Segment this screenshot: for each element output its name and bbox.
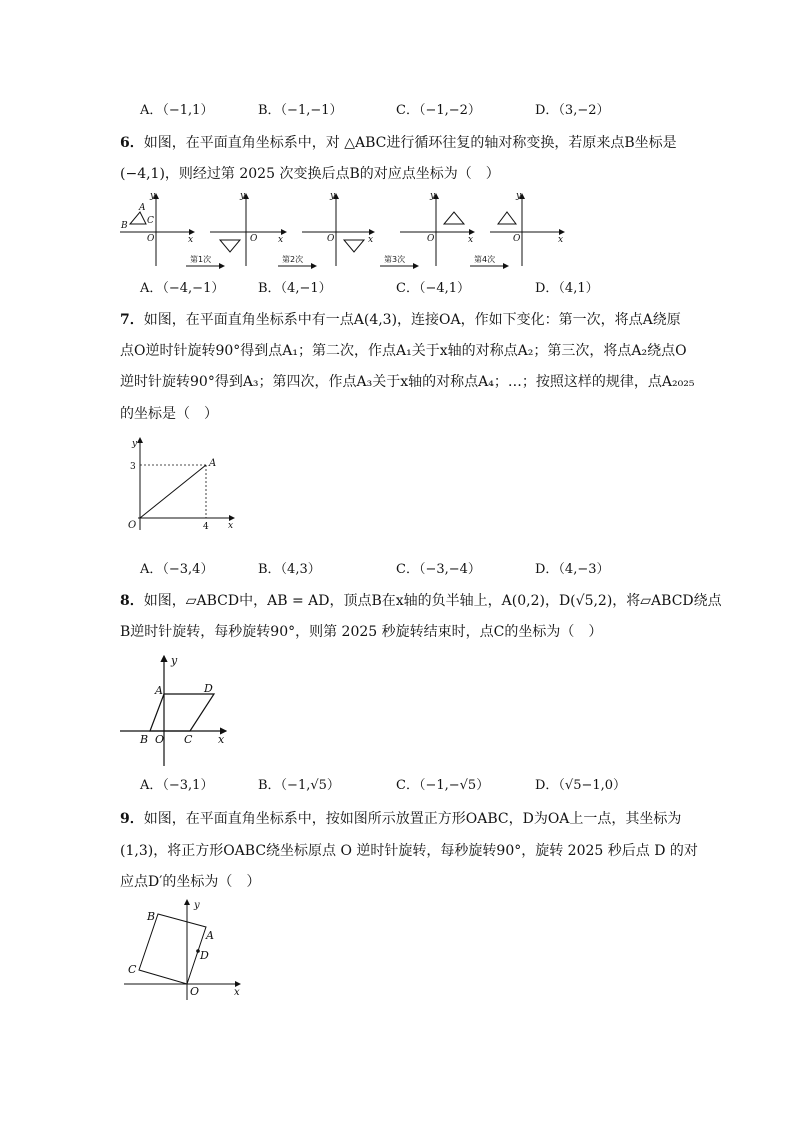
q9-text1: 如图，在平面直角坐标系中，按如图所示放置正方形OABC，D为OA上一点，其坐标为	[143, 811, 682, 827]
q6-label-y: y	[150, 191, 156, 201]
q8-text1: 如图，▱ABCD中，AB = AD，顶点B在x轴的负半轴上，A(0,2)，D(√5,2)，将▱ABCD绕点	[143, 593, 722, 609]
q6-step-4: 第4次	[474, 255, 496, 264]
q7-text1: 如图，在平面直角坐标系中有一点A(4,3)，连接OA，作如下变化：第一次，将点A绕原	[143, 312, 681, 328]
svg-text:O: O	[250, 234, 258, 244]
svg-text:y: y	[516, 191, 522, 201]
q7-stem-line3: 逆时针旋转90°得到A₃；第四次，作点A₃关于x轴的对称点A₄；…；按照这样的规律，点A₂₀₂₅	[120, 374, 695, 390]
q7-label-y: y	[132, 439, 138, 449]
q9-label-c: C	[128, 963, 137, 976]
q8-option-d: D．（√5−1,0）	[535, 778, 627, 793]
q5-option-a: A．（−1,1）	[140, 103, 214, 118]
q6-label-b: B	[121, 221, 128, 231]
q6-panel-3	[302, 191, 374, 266]
q8-label-b: B	[140, 733, 149, 746]
svg-text:x: x	[368, 235, 374, 245]
q6-panel-1	[120, 191, 194, 266]
q9-label-o: O	[190, 985, 200, 998]
svg-text:O: O	[327, 234, 335, 244]
q8-parallelogram	[150, 694, 214, 731]
q9-figure	[118, 896, 244, 1004]
q6-panel-4	[400, 191, 474, 266]
q7-stem-line2: 点O逆时针旋转90°得到点A₁；第二次，作点A₁关于x轴的对称点A₂；第三次，将点A₂绕点O	[120, 343, 687, 359]
svg-text:y: y	[240, 191, 246, 201]
q6-step-3: 第3次	[384, 255, 406, 264]
q9-label-a: A	[206, 929, 214, 942]
q6-panel-5	[490, 191, 564, 266]
q7-option-b: B．（4,3）	[258, 562, 321, 577]
q6-number: 6．	[120, 135, 144, 151]
q6-option-d: D．（4,1）	[535, 281, 599, 296]
q9-stem-line1	[120, 809, 681, 829]
q7-figure	[118, 432, 238, 532]
q6-label-a: A	[139, 203, 146, 213]
q6-step-2: 第2次	[282, 255, 304, 264]
q7-label-3: 3	[130, 462, 136, 472]
q8-option-b: B．（−1,√5）	[258, 778, 340, 793]
q9-square	[139, 914, 206, 984]
q7-label-a: A	[209, 458, 217, 469]
q9-number: 9．	[120, 811, 144, 827]
q7-option-c: C．（−3,−4）	[396, 562, 481, 577]
q8-stem-line1	[120, 591, 722, 611]
q9-label-x: x	[234, 987, 240, 998]
svg-text:x: x	[558, 235, 564, 245]
q6-text1: 如图，在平面直角坐标系中，对 △ABC进行循环往复的轴对称变换，若原来点B坐标是	[143, 135, 677, 151]
q7-segment-oa	[140, 465, 206, 518]
q6-panel-2	[210, 191, 286, 266]
q8-number: 8．	[120, 593, 144, 609]
q7-label-4: 4	[203, 522, 209, 532]
q9-stem-line3: 应点D′的坐标为（ ）	[120, 874, 261, 890]
q5-option-d: D．（3,−2）	[535, 103, 610, 118]
q6-stem-line2: (−4,1)，则经过第 2025 次变换后点B的对应点坐标为（ ）	[120, 166, 500, 182]
q6-label-c: C	[147, 216, 154, 226]
q7-stem-line1	[120, 310, 681, 330]
q6-label-o: O	[147, 234, 155, 244]
q8-label-y: y	[171, 654, 178, 667]
svg-text:O: O	[513, 234, 521, 244]
q6-stem-line1	[120, 133, 677, 153]
q6-label-x: x	[188, 235, 194, 245]
q8-figure	[118, 652, 234, 770]
q7-label-o: O	[128, 520, 137, 531]
q5-option-b: B．（−1,−1）	[258, 103, 343, 118]
svg-text:y: y	[430, 191, 436, 201]
q8-label-o: O	[155, 733, 165, 746]
svg-text:x: x	[468, 235, 474, 245]
svg-text:x: x	[278, 235, 284, 245]
q6-option-b: B．（4,−1）	[258, 281, 332, 296]
q6-step-1: 第1次	[190, 255, 212, 264]
svg-text:O: O	[427, 234, 435, 244]
q7-stem-line4: 的坐标是（ ）	[120, 406, 218, 422]
q7-number: 7．	[120, 312, 144, 328]
q6-option-a: A．（−4,−1）	[140, 281, 225, 296]
q6-step-arrows	[186, 254, 508, 266]
svg-text:y: y	[330, 191, 336, 201]
q9-label-b: B	[147, 910, 156, 923]
q8-stem-line2: B逆时针旋转，每秒旋转90°，则第 2025 秒旋转结束时，点C的坐标为（ ）	[120, 624, 603, 640]
q8-label-d: D	[204, 682, 213, 695]
q8-label-c: C	[184, 733, 193, 746]
q7-label-x: x	[228, 521, 234, 531]
q8-option-a: A．（−3,1）	[140, 778, 214, 793]
q9-stem-line2: (1,3)，将正方形OABC绕坐标原点 O 逆时针旋转，每秒旋转90°，旋转 2025 秒后点 D 的对	[120, 843, 698, 859]
q9-label-d: D	[200, 949, 209, 962]
q8-label-a: A	[155, 684, 163, 697]
q6-figure	[118, 190, 578, 270]
q7-option-d: D．（4,−3）	[535, 562, 610, 577]
q9-label-y: y	[194, 900, 200, 911]
q6-option-c: C．（−4,1）	[396, 281, 471, 296]
q5-option-c: C．（−1,−2）	[396, 103, 481, 118]
q7-option-a: A．（−3,4）	[140, 562, 214, 577]
q8-option-c: C．（−1,−√5）	[396, 778, 490, 793]
q8-label-x: x	[218, 733, 225, 746]
